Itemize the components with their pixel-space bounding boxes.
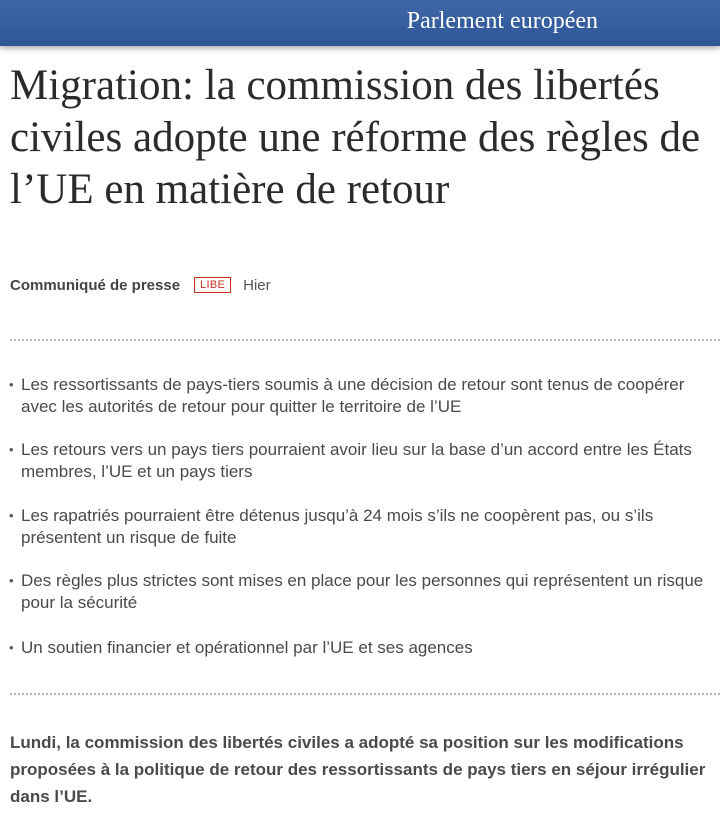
summary-item-text: Un soutien financier et opérationnel par l’UE et ses agences — [21, 638, 473, 657]
summary-item-text: Les ressortissants de pays-tiers soumis à une décision de retour sont tenus de coopérer avec les autorités de retour pour quitter le territoire de l’UE — [21, 375, 685, 416]
bullet-icon: • — [9, 442, 14, 457]
bullet-icon: • — [9, 377, 14, 392]
bullet-icon: • — [9, 508, 14, 523]
article-title: Migration: la commission des libertés civiles adopte une réforme des règles de l’UE en matière de retour — [10, 62, 701, 213]
top-header-bar — [0, 0, 720, 46]
article-meta — [10, 275, 271, 295]
divider-top — [10, 339, 720, 341]
divider-bottom — [10, 693, 720, 695]
site-brand-link[interactable]: Parlement européen — [406, 8, 598, 34]
article-lead-paragraph: Lundi, la commission des libertés civiles a adopté sa position sur les modifications proposées à la politique de retour des ressortissants de pays tiers en séjour irrégulier dans l’UE. — [10, 733, 706, 806]
summary-item-text: Des règles plus strictes sont mises en place pour les personnes qui représentent un risque pour la sécurité — [21, 571, 704, 612]
publication-date: Hier — [243, 276, 271, 294]
bullet-icon: • — [9, 573, 14, 588]
summary-item-text: Les rapatriés pourraient être détenus jusqu’à 24 mois s’ils ne coopèrent pas, ou s’ils présentent un risque de fuite — [21, 506, 654, 547]
committee-badge-link[interactable]: LIBE — [194, 277, 231, 293]
summary-item-text: Les retours vers un pays tiers pourraient avoir lieu sur la base d’un accord entre les États membres, l’UE et un pays tiers — [21, 440, 692, 481]
bullet-icon: • — [9, 640, 14, 655]
content-type-label: Communiqué de presse — [10, 276, 181, 294]
